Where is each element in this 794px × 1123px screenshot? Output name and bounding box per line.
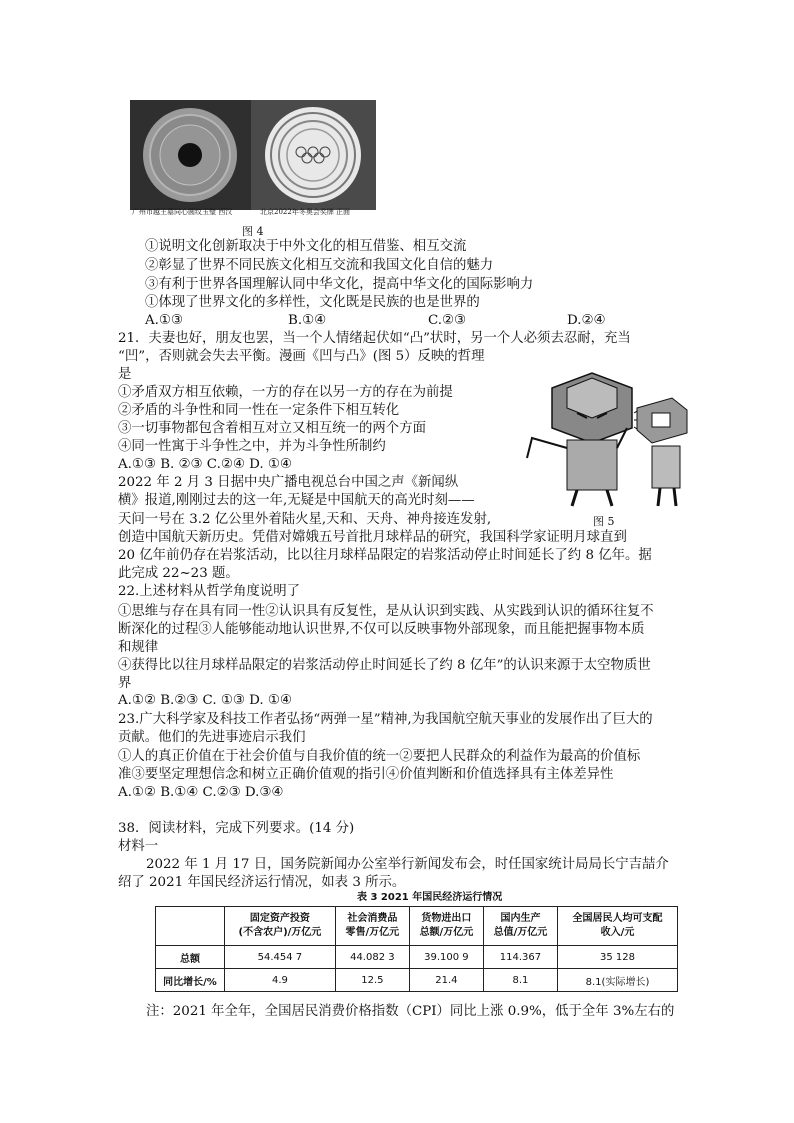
material-line4: 创造中国航天新历史。凭借对嫦娥五号首批月球样品的研究，我国科学家证明月球直到	[118, 530, 627, 545]
table-cell: 54.454 7	[225, 946, 336, 969]
olympic-medal-photo	[251, 100, 376, 210]
table-cell: 8.1	[483, 969, 557, 992]
header-cell: 社会消费品 零售/万亿元	[335, 907, 409, 946]
header-cell: 国内生产 总值/万亿元	[483, 907, 557, 946]
row-label: 同比增长/%	[156, 969, 225, 992]
q20-option-c: C.②③	[428, 313, 467, 328]
material-line6: 此完成 22~23 题。	[118, 566, 239, 581]
q21-stem-line3: 是	[118, 367, 132, 382]
figure4-caption-right: 北京2022年冬奥会奖牌 正面	[260, 208, 351, 216]
cartoon-concave-convex	[512, 368, 692, 508]
figure5-label: 图 5	[593, 515, 615, 528]
medal-icon	[251, 100, 376, 210]
q20-item-4: ①体现了世界文化的多样性，文化既是民族的也是世界的	[145, 295, 480, 310]
table-cell: 8.1(实际增长)	[558, 969, 678, 992]
q22-line3: 和规律	[118, 640, 159, 655]
table-cell: 21.4	[409, 969, 483, 992]
q22-line2: 断深化的过程③人能够能动地认识世界,不仅可以反映事物外部现象，而且能把握事物本质	[118, 622, 645, 637]
q20-option-b: B.①④	[288, 313, 327, 328]
q21-item-3: ③一切事物都包含着相互对立又相互统一的两个方面	[118, 421, 426, 436]
table3-title: 表 3 2021 年国民经济运行情况	[357, 892, 503, 903]
table-cell: 114.367	[483, 946, 557, 969]
q22-line5: 界	[118, 676, 132, 691]
table-header-row	[156, 907, 678, 946]
figure4-caption-left: 广州市越王墓同心圆纹玉璧 西汉	[132, 208, 233, 216]
header-cell: 全国居民人均可支配 收入/元	[558, 907, 678, 946]
material-line2: 横》报道,刚刚过去的这一年,无疑是中国航天的高光时刻——	[118, 493, 475, 508]
table-cell: 4.9	[225, 969, 336, 992]
economy-table	[155, 906, 678, 992]
q22-line1: ①思维与存在具有同一性②认识具有反复性，是从认识到实践、从实践到认识的循环往复不	[118, 604, 654, 619]
q21-stem-line1: 21．夫妻也好，朋友也罢，当一个人情绪起伏如“凸”状时，另一个人必须去忍耐，充当	[118, 331, 631, 346]
table-cell: 39.100 9	[409, 946, 483, 969]
q21-item-2: ②矛盾的斗争性和同一性在一定条件下相互转化	[118, 403, 400, 418]
figure4-label: 图 4	[242, 225, 264, 238]
jade-disc-icon	[130, 100, 251, 210]
q20-item-2: ②彰显了世界不同民族文化相互交流和我国文化自信的魅力	[145, 258, 494, 273]
table-row	[156, 946, 678, 969]
q38-note: 注：2021 年全年，全国居民消费价格指数（CPI）同比上涨 0.9%，低于全年 3%左右的	[146, 1004, 675, 1019]
q21-stem-line2: “凹”，否则就会失去平衡。漫画《凹与凸》(图 5）反映的哲理	[118, 349, 485, 364]
header-cell: 货物进出口 总额/万亿元	[409, 907, 483, 946]
q22-stem: 22.上述材料从哲学角度说明了	[118, 584, 300, 599]
jade-disc-photo	[130, 100, 251, 210]
table-row	[156, 969, 678, 992]
q21-item-1: ①矛盾双方相互依赖，一方的存在以另一方的存在为前提	[118, 385, 453, 400]
material-line5: 20 亿年前仍存在岩浆活动，比以往月球样品限定的岩浆活动停止时间延长了约 8 亿年。据	[118, 548, 652, 563]
q23-line2: 贡献。他们的先进事迹启示我们	[118, 730, 306, 745]
header-corner	[156, 907, 225, 946]
q22-line4: ④获得比以往月球样品限定的岩浆活动停止时间延长了约 8 亿年”的认识来源于太空物质世	[118, 658, 651, 673]
q20-item-1: ①说明文化创新取决于中外文化的相互借鉴、相互交流	[145, 239, 467, 254]
q20-option-a: A.①③	[145, 313, 183, 328]
q21-item-4: ④同一性寓于斗争性之中，并为斗争性所制约	[118, 439, 386, 454]
q23-line3: ①人的真正价值在于社会价值与自我价值的统一②要把人民群众的利益作为最高的价值标	[118, 749, 641, 764]
q23-line4: 准③要坚定理想信念和树立正确价值观的指引④价值判断和价值选择具有主体差异性	[118, 767, 614, 782]
table-cell: 35 128	[558, 946, 678, 969]
material-line1: 2022 年 2 月 3 日据中央广播电视总台中国之声《新闻纵	[118, 475, 459, 490]
table-cell: 44.082 3	[335, 946, 409, 969]
q38-material-label: 材料一	[118, 839, 159, 854]
q38-stem: 38．阅读材料，完成下列要求。(14 分)	[118, 821, 355, 836]
q38-para-line2: 绍了 2021 年国民经济运行情况，如表 3 所示。	[118, 875, 406, 890]
table-cell: 12.5	[335, 969, 409, 992]
q20-option-d: D.②④	[567, 313, 606, 328]
q23-options: A.①② B.①④ C.②③ D.③④	[118, 785, 284, 800]
q23-line1: 23.广大科学家及科技工作者弘扬“两弹一星”精神,为我国航空航天事业的发展作出了巨大的	[118, 712, 653, 727]
q38-para-line1: 2022 年 1 月 17 日，国务院新闻办公室举行新闻发布会，时任国家统计局局长宁吉喆介	[146, 857, 669, 872]
header-cell: 固定资产投资 (不含农户)/万亿元	[225, 907, 336, 946]
q21-options: A.①③ B. ②③ C.②④ D. ①④	[118, 457, 292, 472]
q20-item-3: ③有利于世界各国理解认同中华文化，提高中华文化的国际影响力	[145, 277, 534, 292]
material-line3: 天问一号在 3.2 亿公里外着陆火星,天和、天舟、神舟接连发射,	[118, 512, 492, 527]
q22-options: A.①② B.②③ C. ①③ D. ①④	[118, 693, 292, 708]
row-label: 总额	[156, 946, 225, 969]
